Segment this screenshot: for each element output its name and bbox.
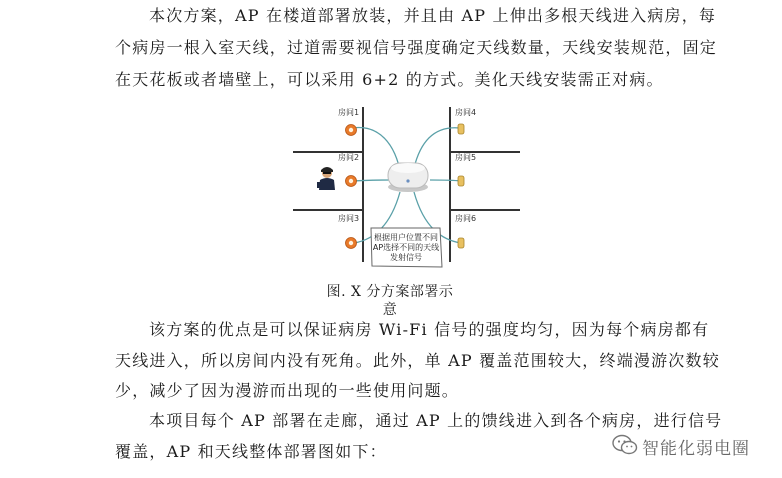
paragraph-3-line-1: 本项目每个 AP 部署在走廊，通过 AP 上的馈线进入到各个病房，进行信号 [149,411,723,430]
feeder-room2 [354,180,392,181]
watermark [612,433,772,457]
user-person-icon [317,167,335,190]
room-label-2: 房间2 [338,153,360,162]
note-line-3: 发射信号 [390,253,422,262]
feeder-room4 [414,128,460,168]
figure-caption: 图. X 分方案部署示意 [326,284,454,318]
room-label-4: 房间4 [455,108,477,117]
antennas-right [458,124,464,248]
paragraph-1-line-2: 个病房一根入室天线，过道需要视信号强度确定天线数量，天线安装规范，固定 [115,38,718,57]
paragraph-1-line-3: 在天花板或者墙壁上，可以采用 6+2 的方式。美化天线安装需正对病。 [115,70,664,89]
room-label-1: 房间1 [338,108,360,117]
note-line-1: 根据用户位置不同 [374,233,438,242]
antenna-icon [349,128,353,132]
paragraph-3-line-2: 覆盖，AP 和天线整体部署图如下： [115,442,387,461]
watermark-text: 智能化弱电圈 [642,439,750,459]
room-label-3: 房间3 [338,214,360,223]
antenna-icon [458,176,464,186]
feeder-room1 [352,127,400,170]
note-box [371,228,442,267]
room-label-6: 房间6 [455,214,477,223]
paragraph-2-line-2: 天线进入，所以房间内没有死角。此外，单 AP 覆盖范围较大，终端漫游次数较 [115,351,720,370]
antenna-icon [349,179,353,183]
antenna-icon [458,124,464,134]
paragraph-2-line-1: 该方案的优点是可以保证病房 Wi-Fi 信号的强度均匀，因为每个病房都有 [149,320,710,339]
paragraph-2-line-3: 少，减少了因为漫游而出现的一些使用问题。 [115,381,460,400]
antenna-icon [349,241,353,245]
antenna-icon [458,238,464,248]
antennas-left [346,125,357,249]
note-line-2: AP选择不同的天线 [372,243,440,252]
wechat-icon [612,434,638,456]
room-label-5: 房间5 [455,153,477,162]
ap-device-icon [388,163,428,192]
paragraph-1-line-1: 本次方案，AP 在楼道部署放装，并且由 AP 上伸出多根天线进入病房，每 [149,6,717,25]
feeder-room5 [430,180,461,181]
